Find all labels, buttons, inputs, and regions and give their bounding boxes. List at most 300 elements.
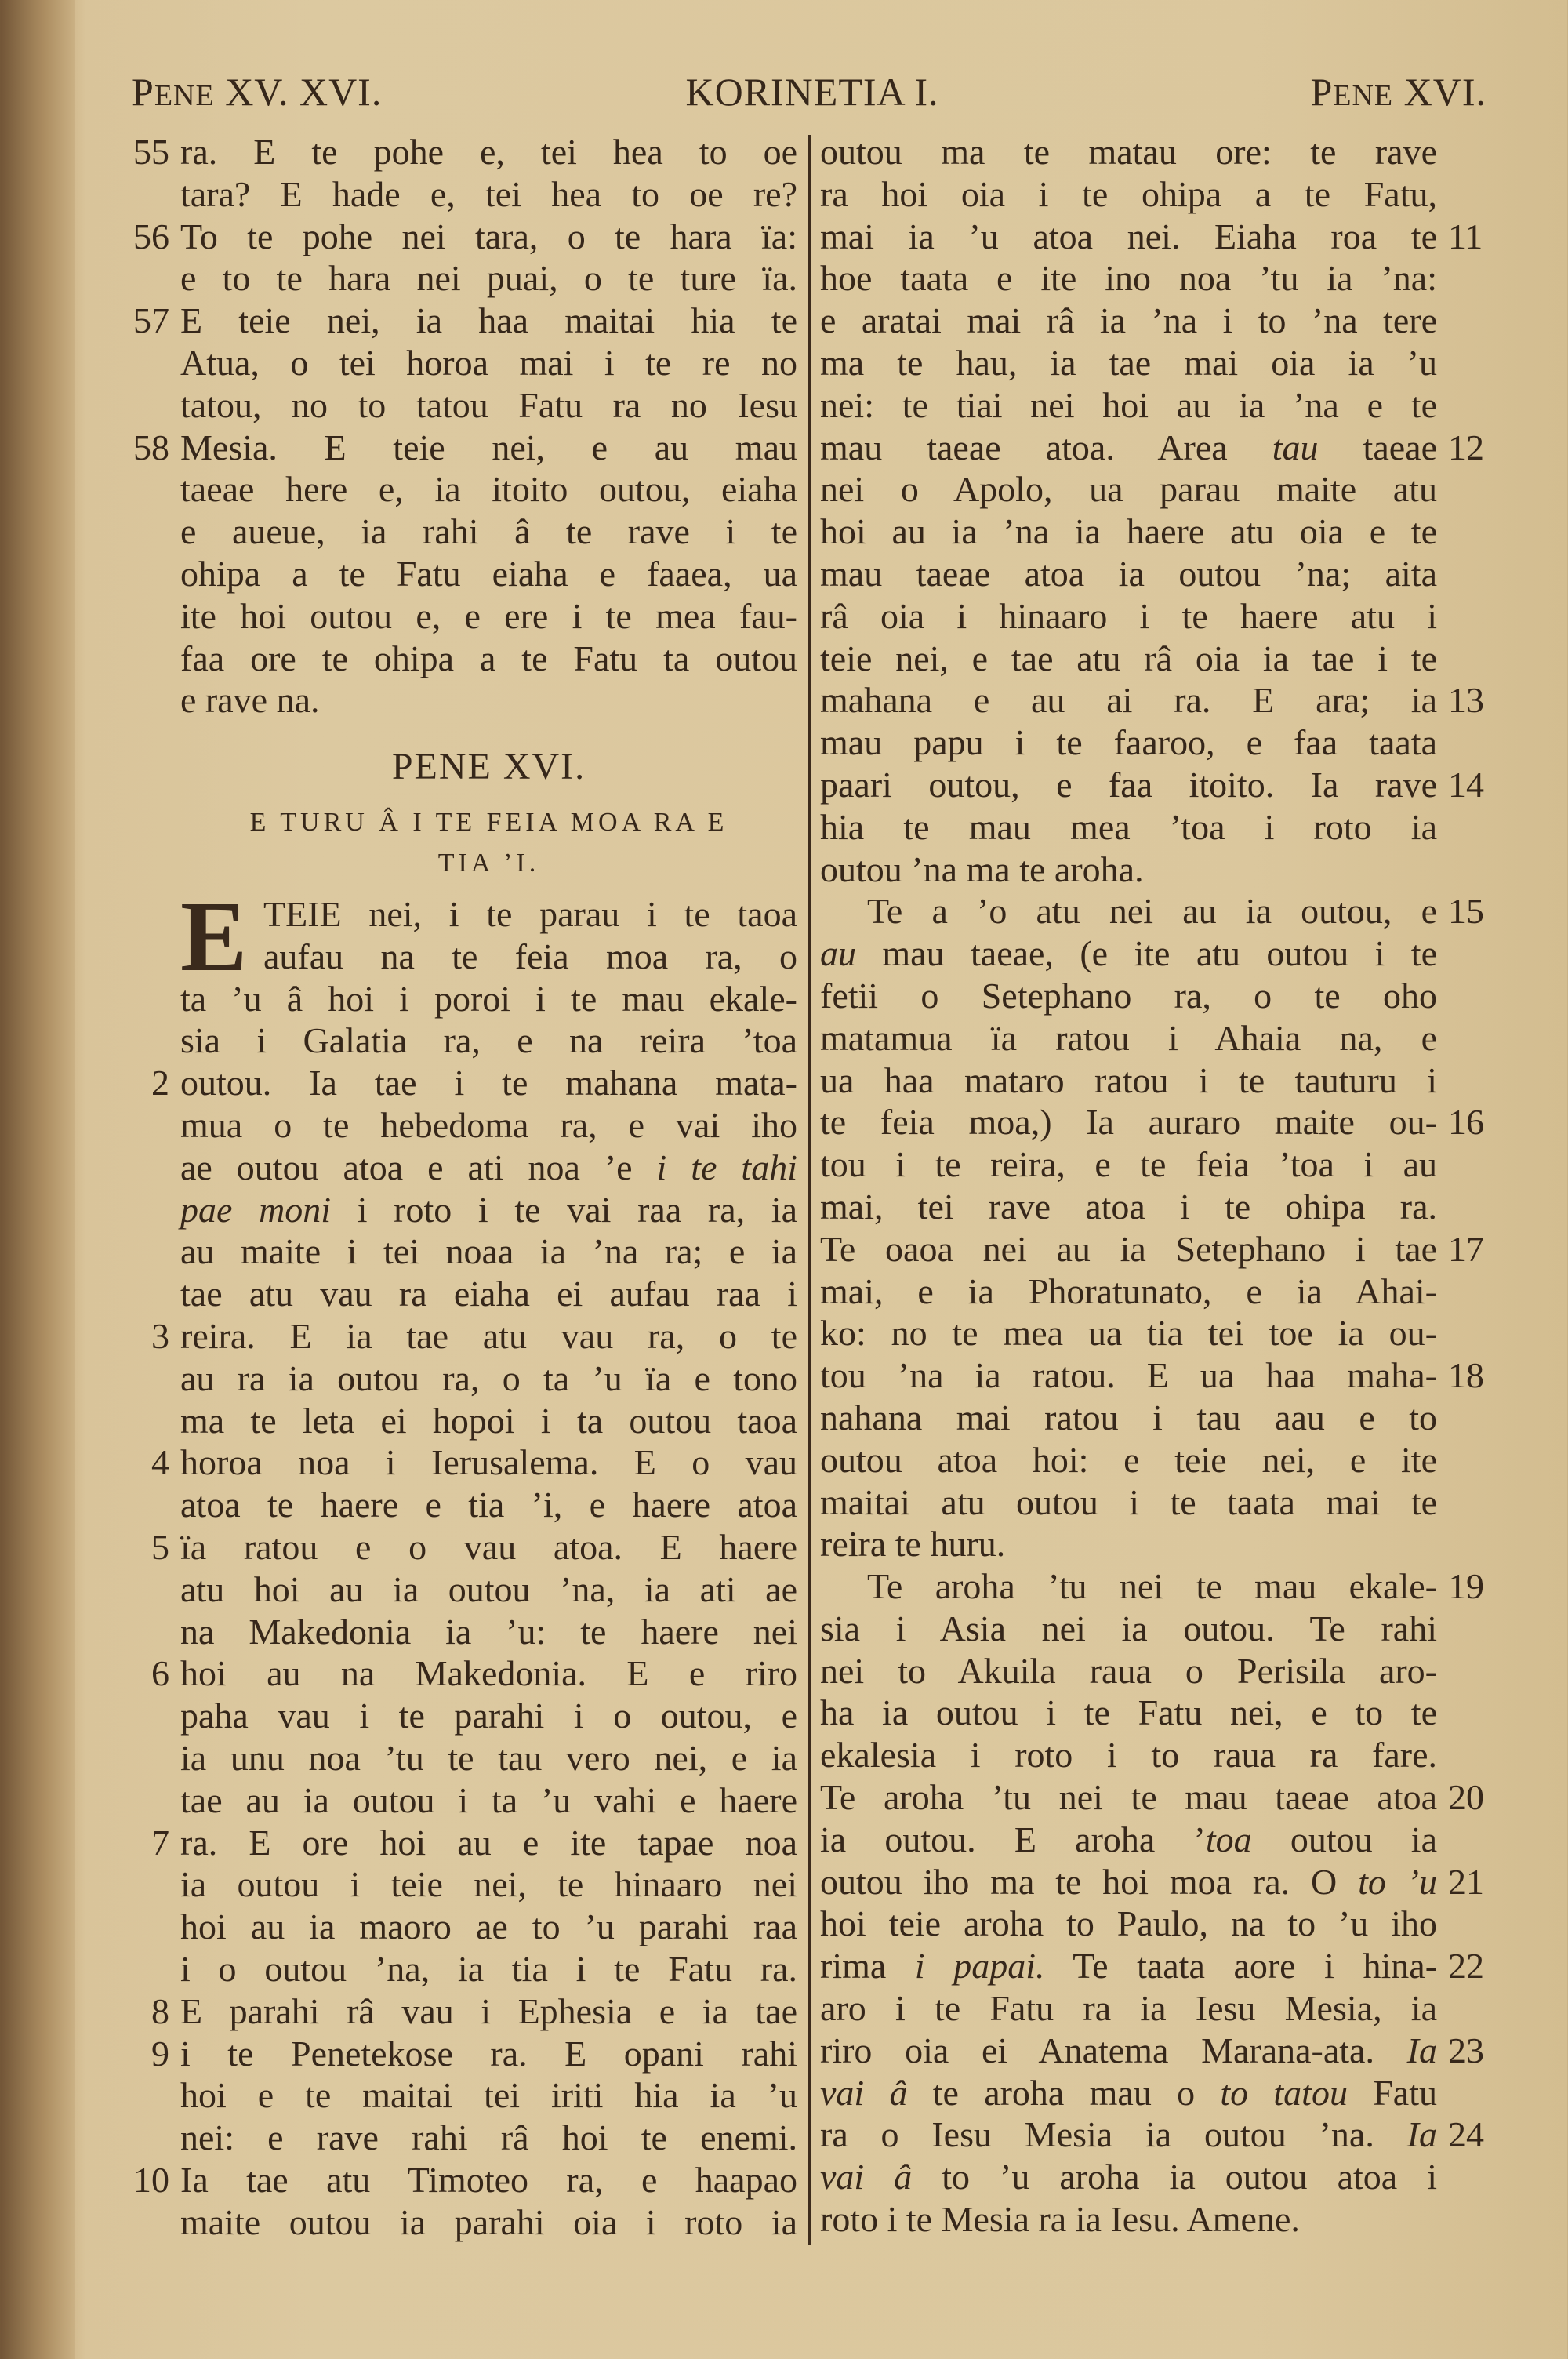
text-segment: aufau na te feia moa ra, o [263,936,797,976]
text-segment: hoi au na Makedonia. E e riro [180,1653,797,1694]
text-line [820,2156,1437,2198]
text-segment: paha vau i te parahi i o outou, e [180,1696,797,1736]
text-segment: mau taeae atoa ia outou ’na; aita [820,553,1437,594]
text-line [133,427,797,469]
text-segment: hoi au ia maoro ae to ’u parahi raa [180,1906,797,1947]
line-text [820,131,1437,173]
text-segment: hoi au ia ’na ia haere atu oia e te [820,511,1437,552]
text-line [180,893,797,936]
text-segment: aro i te Fatu ra ia Iesu Mesia, ia [820,1988,1437,2029]
text-line [180,1906,797,1948]
line-text [820,2072,1437,2114]
text-segment: nei: te tiai nei hoi au ia ’na e te [820,384,1437,425]
right-column [820,131,1484,2241]
line-text [820,1776,1437,1819]
text-line [151,1526,797,1568]
text-segment: atoa te haere e tia ’i, e haere atoa [180,1485,797,1525]
text-line [180,936,797,978]
line-text [180,2074,797,2117]
line-text [820,1101,1437,1143]
text-segment: hoe taata e ite ino noa ’tu ia ’na: [820,258,1437,299]
verse-number: 4 [151,1442,169,1483]
text-segment: fetii o Setephano ra, o te oho [820,975,1437,1016]
text-line [820,1861,1484,1903]
text-line [820,511,1437,553]
line-text [820,468,1437,511]
text-line [820,890,1484,932]
line-text [180,1822,797,1864]
text-line [820,1228,1484,1270]
line-text [820,722,1437,764]
text-line [820,1312,1437,1354]
text-line [180,978,797,1020]
text-line [820,638,1437,680]
text-segment: E teie nei, ia haa maitai hia te [180,300,797,341]
line-text [820,1143,1437,1186]
text-line [820,1987,1437,2030]
text-line [820,2030,1484,2072]
text-line [820,173,1437,216]
text-line [820,1354,1484,1397]
text-segment: ïa ratou e o vau atoa. E haere [180,1526,797,1567]
text-line [820,2198,1437,2241]
text-line [820,131,1437,173]
text-segment: teie nei, e tae atu râ oia ia tae i te [820,638,1437,678]
line-text [180,978,797,1020]
text-line [180,1568,797,1611]
line-text [180,1020,797,1062]
verse-number: 7 [151,1822,169,1863]
text-line [180,384,797,427]
text-line [180,1948,797,1990]
line-text [180,468,797,511]
line-text [180,679,797,722]
line-text [180,1568,797,1611]
text-segment: Mesia. E teie nei, e au mau [180,427,797,467]
text-segment: râ oia i hinaaro i te haere atu i [820,595,1437,636]
line-text [180,511,797,553]
text-line [180,1611,797,1653]
verse-number: 57 [133,300,169,341]
line-text [820,2156,1437,2198]
text-line [180,638,797,680]
text-segment: tae atu vau ra eiaha ei aufau raa i [180,1274,797,1314]
text-line [180,679,797,722]
text-line [820,1481,1437,1524]
text-segment: ohipa a te Fatu eiaha e faaea, ua [180,553,797,594]
line-text [820,932,1437,975]
line-text [180,1147,797,1189]
line-text [820,216,1437,258]
text-segment: outou ma te matau ore: te rave [820,132,1437,172]
text-segment: mau taeae atoa. Area [820,427,1272,467]
line-text [820,1354,1437,1397]
text-line [820,1692,1437,1734]
text-segment: au ra ia outou ra, o ta ’u ïa e tono [180,1358,797,1398]
line-text [820,1060,1437,1102]
adjacent-page-edge [0,0,75,2359]
running-header-right: PENE XVI. [1310,70,1486,114]
line-text [820,2198,1437,2241]
text-segment: outou ’na ma te aroha. [820,849,1144,889]
text-line [820,300,1437,342]
line-text [820,511,1437,553]
text-line [180,468,797,511]
text-segment: ua haa mataro ratou i te tauturu i [820,1060,1437,1100]
italic-text: i te tahi [656,1147,797,1187]
text-segment: ko: no te mea ua tia tei toe ia ou- [820,1313,1437,1354]
text-line [180,1695,797,1737]
verse-number: 20 [1448,1777,1484,1818]
text-segment: mai, e ia Phoratunato, e ia Ahai- [820,1270,1437,1311]
text-segment: ia outou i teie nei, te hinaaro nei [180,1864,797,1905]
text-segment: mai, tei rave atoa i te ohipa ra. [820,1186,1437,1227]
line-text [820,2030,1437,2072]
verse-number: 9 [151,2033,169,2074]
italic-text: i papai. [914,1946,1045,1986]
line-text [820,257,1437,300]
text-segment: i o outou ’na, ia tia i te Fatu ra. [180,1948,797,1989]
line-text [180,300,797,342]
text-line [820,1650,1437,1692]
text-segment: ha ia outou i te Fatu nei, e to te [820,1692,1437,1733]
text-line [180,1273,797,1315]
line-text [180,257,797,300]
line-text [263,936,797,978]
text-line [820,595,1437,638]
text-line [180,257,797,300]
text-line [180,1779,797,1822]
drop-cap: E [180,881,248,992]
italic-text: toa [1205,1819,1252,1859]
line-text [820,173,1437,216]
verse-number: 14 [1448,764,1484,805]
line-text [820,1017,1437,1060]
verse-number: 5 [151,1526,169,1567]
verse-number: 23 [1448,2030,1484,2070]
text-line [820,1734,1437,1776]
verse-number: 56 [133,216,169,256]
text-line [180,595,797,638]
line-text [180,1273,797,1315]
text-segment: Te aroha ’tu nei te mau ekale- [867,1566,1437,1607]
italic-text: vai â [820,2072,908,2113]
line-text [820,1186,1437,1228]
line-text [180,173,797,216]
text-segment: tou i te reira, e te feia ’toa i au [820,1144,1437,1185]
line-text [180,2117,797,2159]
text-segment: ra. E ore hoi au e ite tapae noa [180,1822,797,1863]
line-text [180,1104,797,1147]
verse-number: 2 [151,1063,169,1103]
text-segment: tou ’na ia ratou. E ua haa maha- [820,1355,1437,1396]
line-text [820,300,1437,342]
line-text [820,1312,1437,1354]
text-line [820,1101,1484,1143]
text-segment: horoa noa i Ierusalema. E o vau [180,1442,797,1483]
italic-text: Ia [1406,2030,1437,2070]
text-segment: roto i te Mesia ra ia Iesu. Amene. [820,2199,1300,2240]
text-line [820,1186,1437,1228]
line-text [180,131,797,173]
text-segment: Te taata aore i hina- [1044,1946,1438,1986]
text-segment: taeae here e, ia itoito outou, eiaha [180,469,797,510]
verse-number: 6 [151,1653,169,1694]
text-segment: hia te mau mea ’toa i roto ia [820,806,1437,847]
text-line [180,1189,797,1231]
text-segment: hoi teie aroha to Paulo, na to ’u iho [820,1903,1437,1944]
line-text [180,216,797,258]
verse-number: 55 [133,132,169,172]
text-segment: ta ’u â hoi i poroi i te mau ekale- [180,978,797,1019]
text-line [180,511,797,553]
line-text [820,1945,1437,1987]
text-line [180,1020,797,1062]
text-line [820,975,1437,1017]
line-text [180,427,797,469]
italic-text: to tatou [1220,2072,1348,2113]
left-column-block-1 [133,131,797,722]
text-line [820,1608,1437,1650]
text-segment: i te Penetekose ra. E opani rahi [180,2033,797,2074]
line-text [820,764,1437,806]
text-line [820,2114,1484,2156]
text-line [820,849,1437,891]
text-line [151,1652,797,1695]
line-text [820,1439,1437,1481]
verse-number: 18 [1448,1355,1484,1396]
line-text [820,1523,1437,1565]
line-text [820,849,1437,891]
text-line [820,1903,1437,1945]
line-text [180,2033,797,2075]
text-segment: nei: e rave rahi râ hoi te enemi. [180,2117,797,2158]
text-segment: riro oia ei Anatema Marana-ata. [820,2030,1407,2070]
text-segment: e rave na. [180,680,320,721]
line-text [820,384,1437,427]
line-text [180,1526,797,1568]
text-line [820,384,1437,427]
text-segment: nei o Apolo, ua parau maite atu [820,469,1437,510]
line-text [820,1903,1437,1945]
line-text [820,1692,1437,1734]
text-line [133,2159,797,2201]
line-text [180,553,797,595]
text-segment: reira te huru. [820,1524,1006,1565]
text-line [820,427,1484,469]
verse-number: 15 [1448,891,1484,932]
line-text [180,638,797,680]
text-line [180,1147,797,1189]
text-segment: E parahi râ vau i Ephesia e ia tae [180,1990,797,2031]
text-line [151,2033,797,2075]
line-text [820,1397,1437,1439]
text-line [133,300,797,342]
text-line [820,1143,1437,1186]
text-line [820,722,1437,764]
text-line [151,1990,797,2033]
chapter-summary-line-1: E TURU Â I TE FEIA MOA RA E [249,808,728,837]
text-line [820,1060,1437,1102]
text-line [180,2201,797,2244]
line-text [820,1608,1437,1650]
text-segment: To te pohe nei tara, o te hara ïa: [180,216,797,256]
chapter-heading: PENE XVI. [391,746,586,787]
line-text [820,427,1437,469]
line-text [180,1484,797,1526]
text-line [820,1270,1437,1313]
line-text [180,1611,797,1653]
line-text [180,1062,797,1104]
text-line [820,342,1437,384]
text-line [820,1819,1437,1861]
text-segment: TEIE nei, i te parau i te taoa [263,894,797,934]
text-segment: te aroha mau o [907,2072,1221,2113]
running-header-left: PENE XV. XVI. [132,70,383,114]
text-line [151,1062,797,1104]
line-text [180,1737,797,1779]
line-text [180,1441,797,1484]
text-segment: sia i Asia nei ia outou. Te rahi [820,1608,1437,1648]
text-line [180,1230,797,1273]
text-segment: au maite i tei noaa ia ’na ra; e ia [180,1231,797,1272]
text-line [180,2074,797,2117]
text-segment: ma te hau, ia tae mai oia ia ’u [820,342,1437,383]
text-segment: tatou, no to tatou Fatu ra no Iesu [180,384,797,425]
running-header-title: KORINETIA I. [685,70,939,114]
text-line [180,553,797,595]
text-line [820,553,1437,595]
verse-number: 3 [151,1315,169,1356]
italic-text: Ia [1406,2114,1437,2155]
text-segment: rima [820,1946,915,1986]
text-line [820,1523,1437,1565]
text-segment: e to te hara nei puai, o te ture ïa. [180,258,797,299]
verse-number: 8 [151,1990,169,2031]
text-line [820,1776,1484,1819]
text-line [820,1017,1437,1060]
text-line [820,932,1437,975]
text-segment: mai ia ’u atoa nei. Eiaha roa te [820,216,1437,256]
line-text [820,1819,1437,1861]
text-segment: mau papu i te faaroo, e faa taata [820,722,1437,763]
italic-text: au [820,933,856,974]
text-line [180,1358,797,1400]
text-segment: outou ia [1251,1819,1437,1859]
text-segment: hoi e te maitai tei iriti hia ia ’u [180,2075,797,2116]
text-segment: outou iho ma te hoi moa ra. O [820,1861,1359,1902]
italic-text: to ’u [1358,1861,1437,1902]
text-segment: Ia tae atu Timoteo ra, e haapao [180,2159,797,2200]
text-line [133,131,797,173]
text-segment: atu hoi au ia outou ’na, ia ati ae [180,1568,797,1609]
text-segment: e aueue, ia rahi â te rave i te [180,511,797,552]
text-line [820,1397,1437,1439]
verse-number: 17 [1448,1228,1484,1269]
text-segment: Te aroha ’tu nei te mau taeae atoa [820,1777,1437,1818]
text-segment: ia outou. E aroha ’ [820,1819,1206,1859]
text-line [820,1439,1437,1481]
text-segment: to ’u aroha ia outou atoa i [912,2157,1437,2197]
text-segment: tae au ia outou i ta ’u vahi e haere [180,1779,797,1820]
text-segment: ra hoi oia i te ohipa a te Fatu, [820,173,1437,214]
line-text [180,2201,797,2244]
line-text [820,553,1437,595]
text-line [180,173,797,216]
text-line [151,1822,797,1864]
text-segment: Te oaoa nei au ia Setephano i tae [820,1228,1437,1269]
text-segment: e aratai mai râ ia ’na i to ’na tere [820,300,1437,341]
line-text [180,1358,797,1400]
line-text [180,1189,797,1231]
text-segment: i roto i te vai raa ra, ia [331,1189,797,1230]
line-text [180,595,797,638]
line-text [180,1906,797,1948]
left-column-block-2 [133,881,797,2244]
text-line [151,1315,797,1358]
text-line [820,216,1483,258]
line-text [820,2114,1437,2156]
italic-text: tau [1272,427,1319,467]
line-text [867,890,1437,932]
text-line [820,679,1484,722]
text-segment: taeae [1318,427,1437,467]
line-text [263,893,797,936]
line-text [180,1863,797,1906]
verse-number: 11 [1448,216,1483,256]
text-line [180,342,797,384]
verse-number: 22 [1448,1946,1484,1986]
text-segment: maite outou ia parahi oia i roto ia [180,2201,797,2242]
line-text [820,342,1437,384]
text-segment: Atua, o tei horoa mai i te re no [180,342,797,383]
text-segment: ite hoi outou e, e ere i te mea fau- [180,595,797,636]
line-text [820,595,1437,638]
line-text [180,1400,797,1442]
text-line [820,1945,1484,1987]
line-text [820,1270,1437,1313]
text-line [820,1565,1484,1608]
line-text [180,1230,797,1273]
text-segment: outou atoa hoi: e teie nei, e ite [820,1439,1437,1480]
text-segment: ia unu noa ’tu te tau vero nei, e ia [180,1737,797,1778]
line-text [820,975,1437,1017]
text-segment: ae outou atoa e ati noa ’e [180,1147,657,1187]
verse-number: 12 [1448,427,1484,467]
text-line [820,2072,1437,2114]
text-segment: faa ore te ohipa a te Fatu ta outou [180,638,797,678]
verse-number: 13 [1448,680,1484,721]
text-segment: ra. E te pohe e, tei hea to oe [180,132,797,172]
text-segment: tara? E hade e, tei hea to oe re? [180,173,797,214]
text-segment: ekalesia i roto i to raua ra fare. [820,1735,1437,1776]
text-segment: sia i Galatia ra, e na reira ’toa [180,1020,797,1061]
text-line [820,468,1437,511]
text-segment: matamua ïa ratou i Ahaia na, e [820,1017,1437,1058]
text-segment: nahana mai ratou i tau aau e to [820,1397,1437,1438]
line-text [820,679,1437,722]
text-line [180,2117,797,2159]
verse-number: 24 [1448,2114,1484,2155]
line-text [180,1990,797,2033]
verse-number: 10 [133,2159,169,2200]
line-text [867,1565,1437,1608]
line-text [180,1948,797,1990]
text-segment: Te a ’o atu nei au ia outou, e [867,891,1437,932]
verse-number: 19 [1448,1566,1484,1607]
line-text [820,1734,1437,1776]
text-segment: maitai atu outou i te taata mai te [820,1481,1437,1522]
